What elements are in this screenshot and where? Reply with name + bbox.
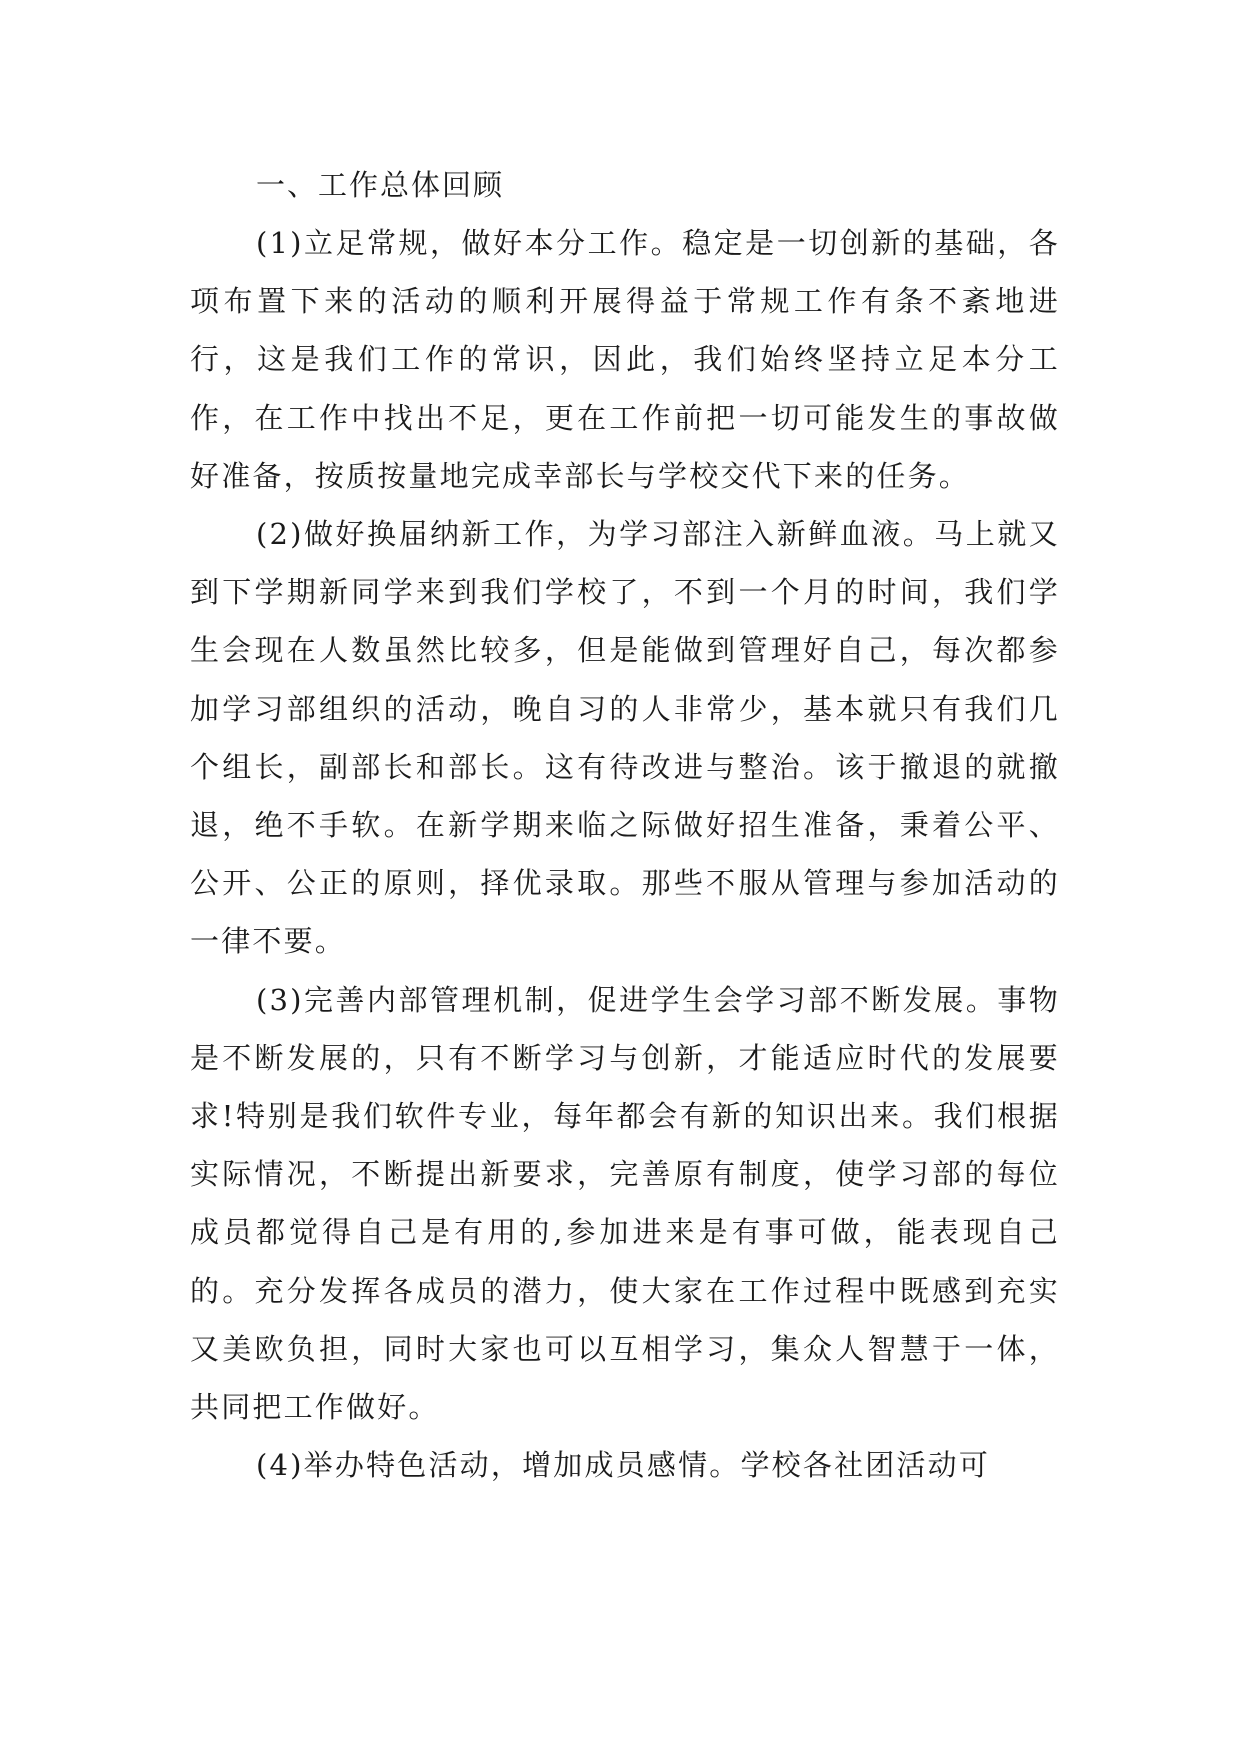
paragraph-3: (3)完善内部管理机制，促进学生会学习部不断发展。事物是不断发展的，只有不断学习与创新，才能适应时代的发展要求!特别是我们软件专业，每年都会有新的知识出来。我们根据实际情况，不断提出新要求，完善原有制度，使学习部的每位成员都觉得自己是有用的,参加进来是有事可做，能表现自己的。充分发挥各成员的潜力，使大家在工作过程中既感到充实又美欧负担，同时大家也可以互相学习，集众人智慧于一体，共同把工作做好。 (190, 982, 1060, 1425)
paragraph-4: (4)举办特色活动，增加成员感情。学校各社团活动可 (256, 1448, 991, 1483)
paragraph-2: (2)做好换届纳新工作，为学习部注入新鲜血液。马上就又到下学期新同学来到我们学校了，不到一个月的时间，我们学生会现在人数虽然比较多，但是能做到管理好自己，每次都参加学习部组织的活动，晚自习的人非常少，基本就只有我们几个组长，副部长和部长。这有待改进与整治。该于撤退的就撤退，绝不手软。在新学期来临之际做好招生准备，秉着公平、公开、公正的原则，择优录取。那些不服从管理与参加活动的一律不要。 (190, 517, 1060, 959)
section-heading: 一、工作总体回顾 (256, 168, 505, 202)
document-body (190, 156, 1060, 1494)
paragraph-1: (1)立足常规，做好本分工作。稳定是一切创新的基础，各项布置下来的活动的顺利开展得益于常规工作有条不紊地进行，这是我们工作的常识，因此，我们始终坚持立足本分工作，在工作中找出不足，更在工作前把一切可能发生的事故做好准备，按质按量地完成幸部长与学校交代下来的任务。 (190, 226, 1060, 493)
